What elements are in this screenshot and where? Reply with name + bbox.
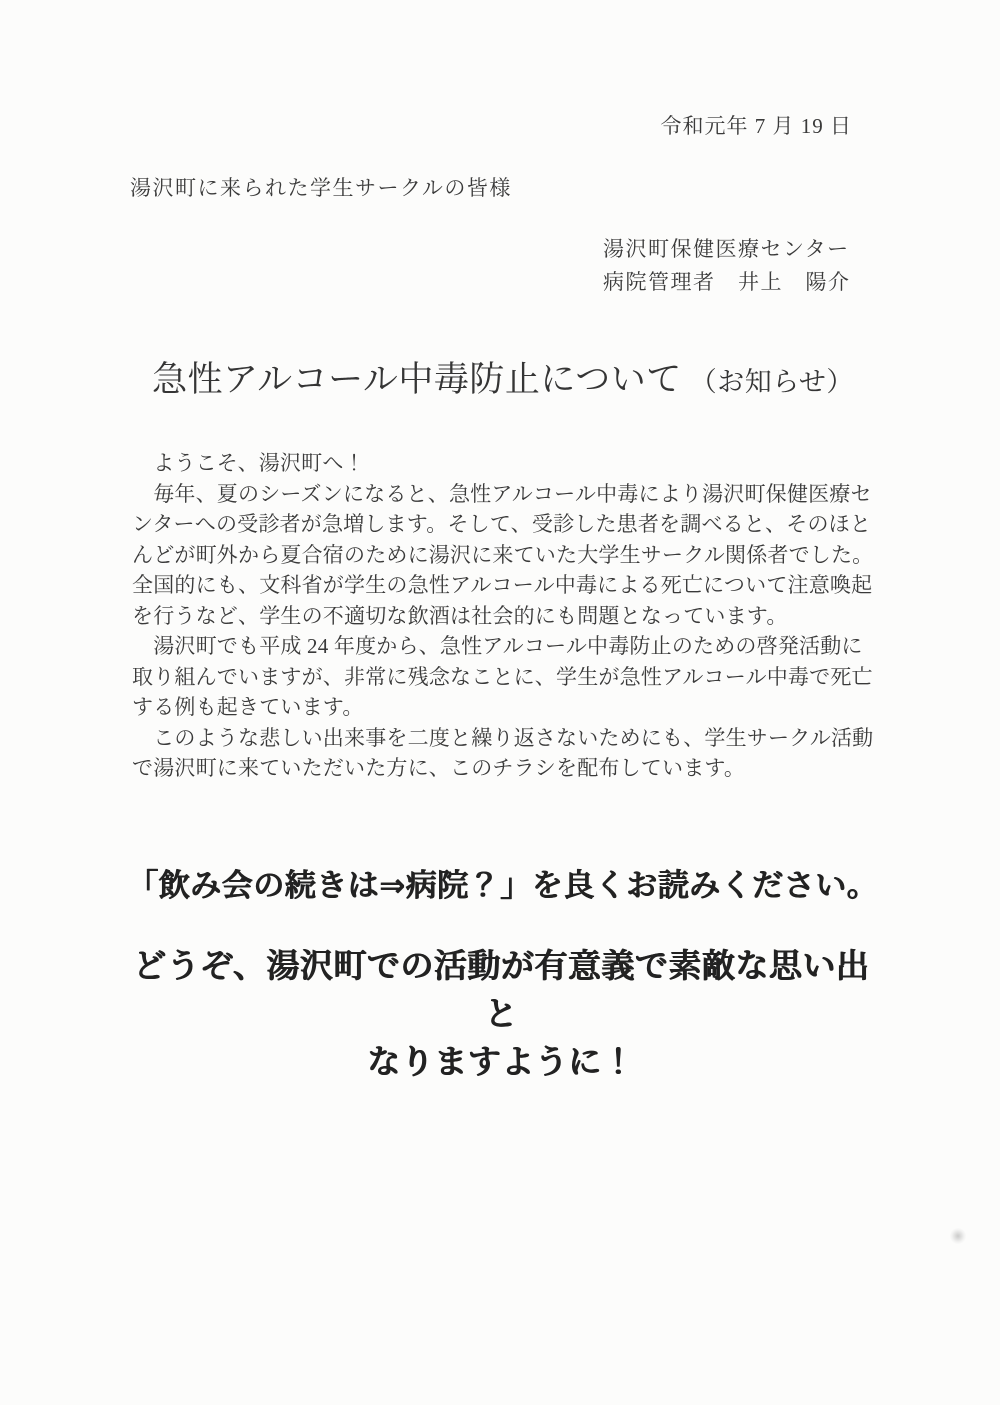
closing-line: どうぞ、湯沢町での活動が有意義で素敵な思い出と [132, 947, 870, 1032]
document-date: 令和元年 7 月 19 日 [660, 114, 852, 138]
body-line: んどが町外から夏合宿のために湯沢に来ていた大学生サークル関係者でした。 [132, 542, 874, 567]
scan-artifact-spot [950, 1228, 966, 1244]
closing-message-block [117, 942, 885, 1086]
body-line: 湯沢町でも平成 24 年度から、急性アルコール中毒防止のための啓発活動に [132, 634, 863, 658]
body-line: 取り組んでいますが、非常に残念なことに、学生が急性アルコール中毒で死亡 [132, 664, 873, 689]
body-line: で湯沢町に来ていただいた方に、このチラシを配布しています。 [132, 756, 746, 780]
highlight-read-notice-line: 「飲み会の続きは⇒病院？」を良くお読みください。 [127, 868, 878, 903]
document-title-main: 急性アルコール中毒防止について [152, 360, 682, 399]
sender-block [603, 233, 851, 299]
body-line: を行うなど、学生の不適切な飲酒は社会的にも問題となっています。 [132, 603, 788, 628]
body-line: ンターへの受診者が急増します。そして、受診した患者を調べると、そのほと [132, 512, 872, 536]
addressee-line: 湯沢町に来られた学生サークルの皆様 [130, 176, 512, 200]
body-line: このような悲しい出来事を二度と繰り返さないためにも、学生サークル活動 [132, 725, 874, 750]
body-line: する例も起きています。 [132, 695, 364, 719]
body-line: 毎年、夏のシーズンになると、急性アルコール中毒により湯沢町保健医療セ [132, 481, 872, 506]
document-title [152, 352, 854, 402]
document-title-note: （お知らせ） [689, 367, 854, 397]
closing-line: なりますように！ [367, 1043, 635, 1080]
body-line: ようこそ、湯沢町へ！ [132, 451, 365, 475]
sender-person: 病院管理者 井上 陽介 [603, 270, 851, 294]
body-line: 全国的にも、文科省が学生の急性アルコール中毒による死亡について注意喚起 [132, 573, 873, 597]
sender-organization: 湯沢町保健医療センター [603, 237, 850, 261]
body-text-block [132, 448, 873, 784]
